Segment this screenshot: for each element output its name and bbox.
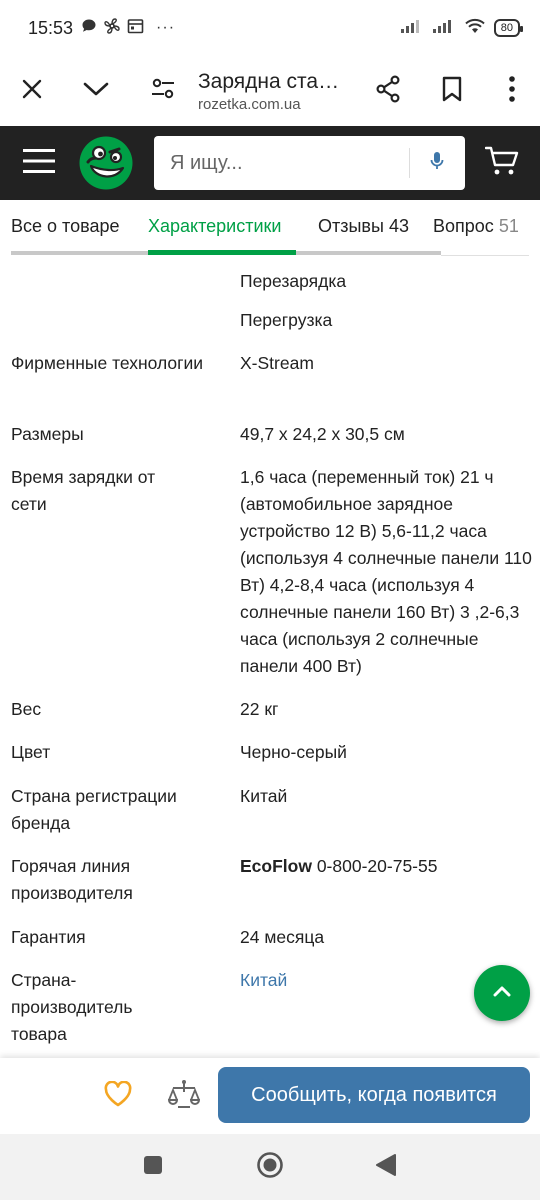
spec-label: Фирменные технологии: [11, 353, 204, 373]
bookmark-icon: [442, 76, 462, 107]
tab-count: 43: [388, 216, 409, 236]
voice-search-button[interactable]: [410, 136, 464, 190]
more-dots-icon: ···: [156, 19, 176, 36]
home-button[interactable]: [255, 1152, 285, 1182]
status-icons-left: [81, 17, 175, 40]
browser-toolbar: [0, 56, 540, 126]
bookmark-button[interactable]: [420, 56, 484, 126]
chevron-up-icon: [493, 984, 511, 1002]
compare-button[interactable]: [151, 1058, 217, 1134]
tab-label: Вопрос: [433, 216, 494, 236]
spec-label: Страна регистрации бренда: [11, 786, 177, 833]
menu-button[interactable]: [0, 126, 78, 200]
calendar-icon: [127, 18, 144, 39]
menu-icon: [23, 148, 55, 179]
share-button[interactable]: [356, 56, 420, 126]
spec-value: Черно-серый: [240, 742, 347, 762]
back-triangle-icon: [375, 1153, 397, 1182]
page-url: rozetka.com.ua: [198, 95, 301, 113]
notify-when-available-button[interactable]: Сообщить, когда появится: [218, 1067, 530, 1123]
browser-menu-button[interactable]: [484, 56, 540, 126]
more-vertical-icon: [508, 76, 516, 107]
scroll-to-top-button[interactable]: [474, 965, 530, 1021]
spec-label: Гарантия: [11, 927, 86, 947]
tab-label: Характеристики: [148, 216, 282, 236]
spec-value: Перезарядка: [240, 271, 347, 291]
minimize-button[interactable]: [64, 56, 128, 126]
close-tab-button[interactable]: [0, 56, 64, 126]
tab-label: Все о товаре: [11, 216, 120, 236]
page-title-block[interactable]: [198, 70, 356, 113]
spec-value: 24 месяца: [240, 927, 325, 947]
recents-square-icon: [143, 1155, 163, 1180]
product-action-bar: [0, 1058, 540, 1134]
recents-button[interactable]: [138, 1152, 168, 1182]
brand-name: EcoFlow: [240, 856, 312, 876]
tab-all-about-product[interactable]: [11, 216, 119, 237]
status-time: 15:53: [28, 17, 74, 38]
fan-icon: [103, 17, 121, 40]
spec-value: Китай: [240, 786, 288, 806]
system-navigation-bar: [0, 1134, 540, 1200]
signal-icon: [400, 18, 424, 39]
tab-questions[interactable]: [433, 216, 519, 237]
hotline-number: 0-800-20-75-55: [316, 856, 438, 876]
spec-value: 22 кг: [240, 699, 279, 719]
compare-scales-icon: [167, 1078, 201, 1115]
product-tabs: [0, 200, 540, 257]
spec-label: Вес: [11, 699, 42, 719]
tab-label: Отзывы: [318, 216, 384, 236]
cart-icon: [485, 146, 519, 181]
spec-value: [240, 853, 535, 880]
chevron-down-icon: [83, 81, 109, 102]
spec-value: 1,6 часа (переменный ток) 21 ч (автомобильное зарядное устройство 12 В) 5,6-11,2 часа (используя 4 солнечные панели 110 Вт) 4,2-8,4 часа (используя 4 солнечные панели 160 Вт) 3 ,2-6,3 часа (используя 2 солнечные панели 400 Вт): [240, 467, 532, 676]
spec-value-link[interactable]: Китай: [240, 970, 288, 990]
tabs-divider: [441, 255, 529, 256]
site-header: [0, 126, 540, 200]
rozetka-logo[interactable]: [78, 135, 134, 191]
spec-label: Горячая линия производителя: [11, 856, 133, 903]
search-box: [154, 136, 465, 190]
search-input[interactable]: [154, 136, 409, 190]
tab-characteristics[interactable]: [148, 216, 281, 237]
close-icon: [21, 78, 43, 105]
status-bar: [0, 0, 540, 56]
page-title: Зарядна ста…: [198, 69, 340, 93]
wifi-icon: [464, 18, 486, 39]
tune-icon: [150, 77, 176, 106]
signal-icon: [432, 18, 456, 39]
spec-label: Размеры: [11, 424, 84, 444]
active-tab-indicator: [148, 250, 296, 255]
tab-count: 51: [498, 216, 519, 236]
heart-icon: [104, 1081, 132, 1112]
chat-bubble-icon: [81, 18, 97, 39]
spec-label: Цвет: [11, 742, 51, 762]
back-button[interactable]: [371, 1152, 401, 1182]
status-icons-right: [400, 18, 520, 39]
spec-value: Перегрузка: [240, 310, 333, 330]
spec-value: X-Stream: [240, 353, 314, 373]
spec-label: Страна-производитель товара: [11, 970, 133, 1044]
cart-button[interactable]: [465, 126, 539, 200]
share-icon: [375, 75, 401, 108]
site-settings-button[interactable]: [128, 56, 198, 126]
home-circle-icon: [256, 1151, 284, 1184]
spec-label: Время зарядки от сети: [11, 467, 156, 514]
battery-icon: 80: [494, 19, 520, 37]
spec-value: 49,7 x 24,2 x 30,5 см: [240, 424, 405, 444]
wishlist-button[interactable]: [85, 1058, 151, 1134]
mic-icon: [430, 151, 444, 176]
tab-reviews[interactable]: [318, 216, 409, 237]
